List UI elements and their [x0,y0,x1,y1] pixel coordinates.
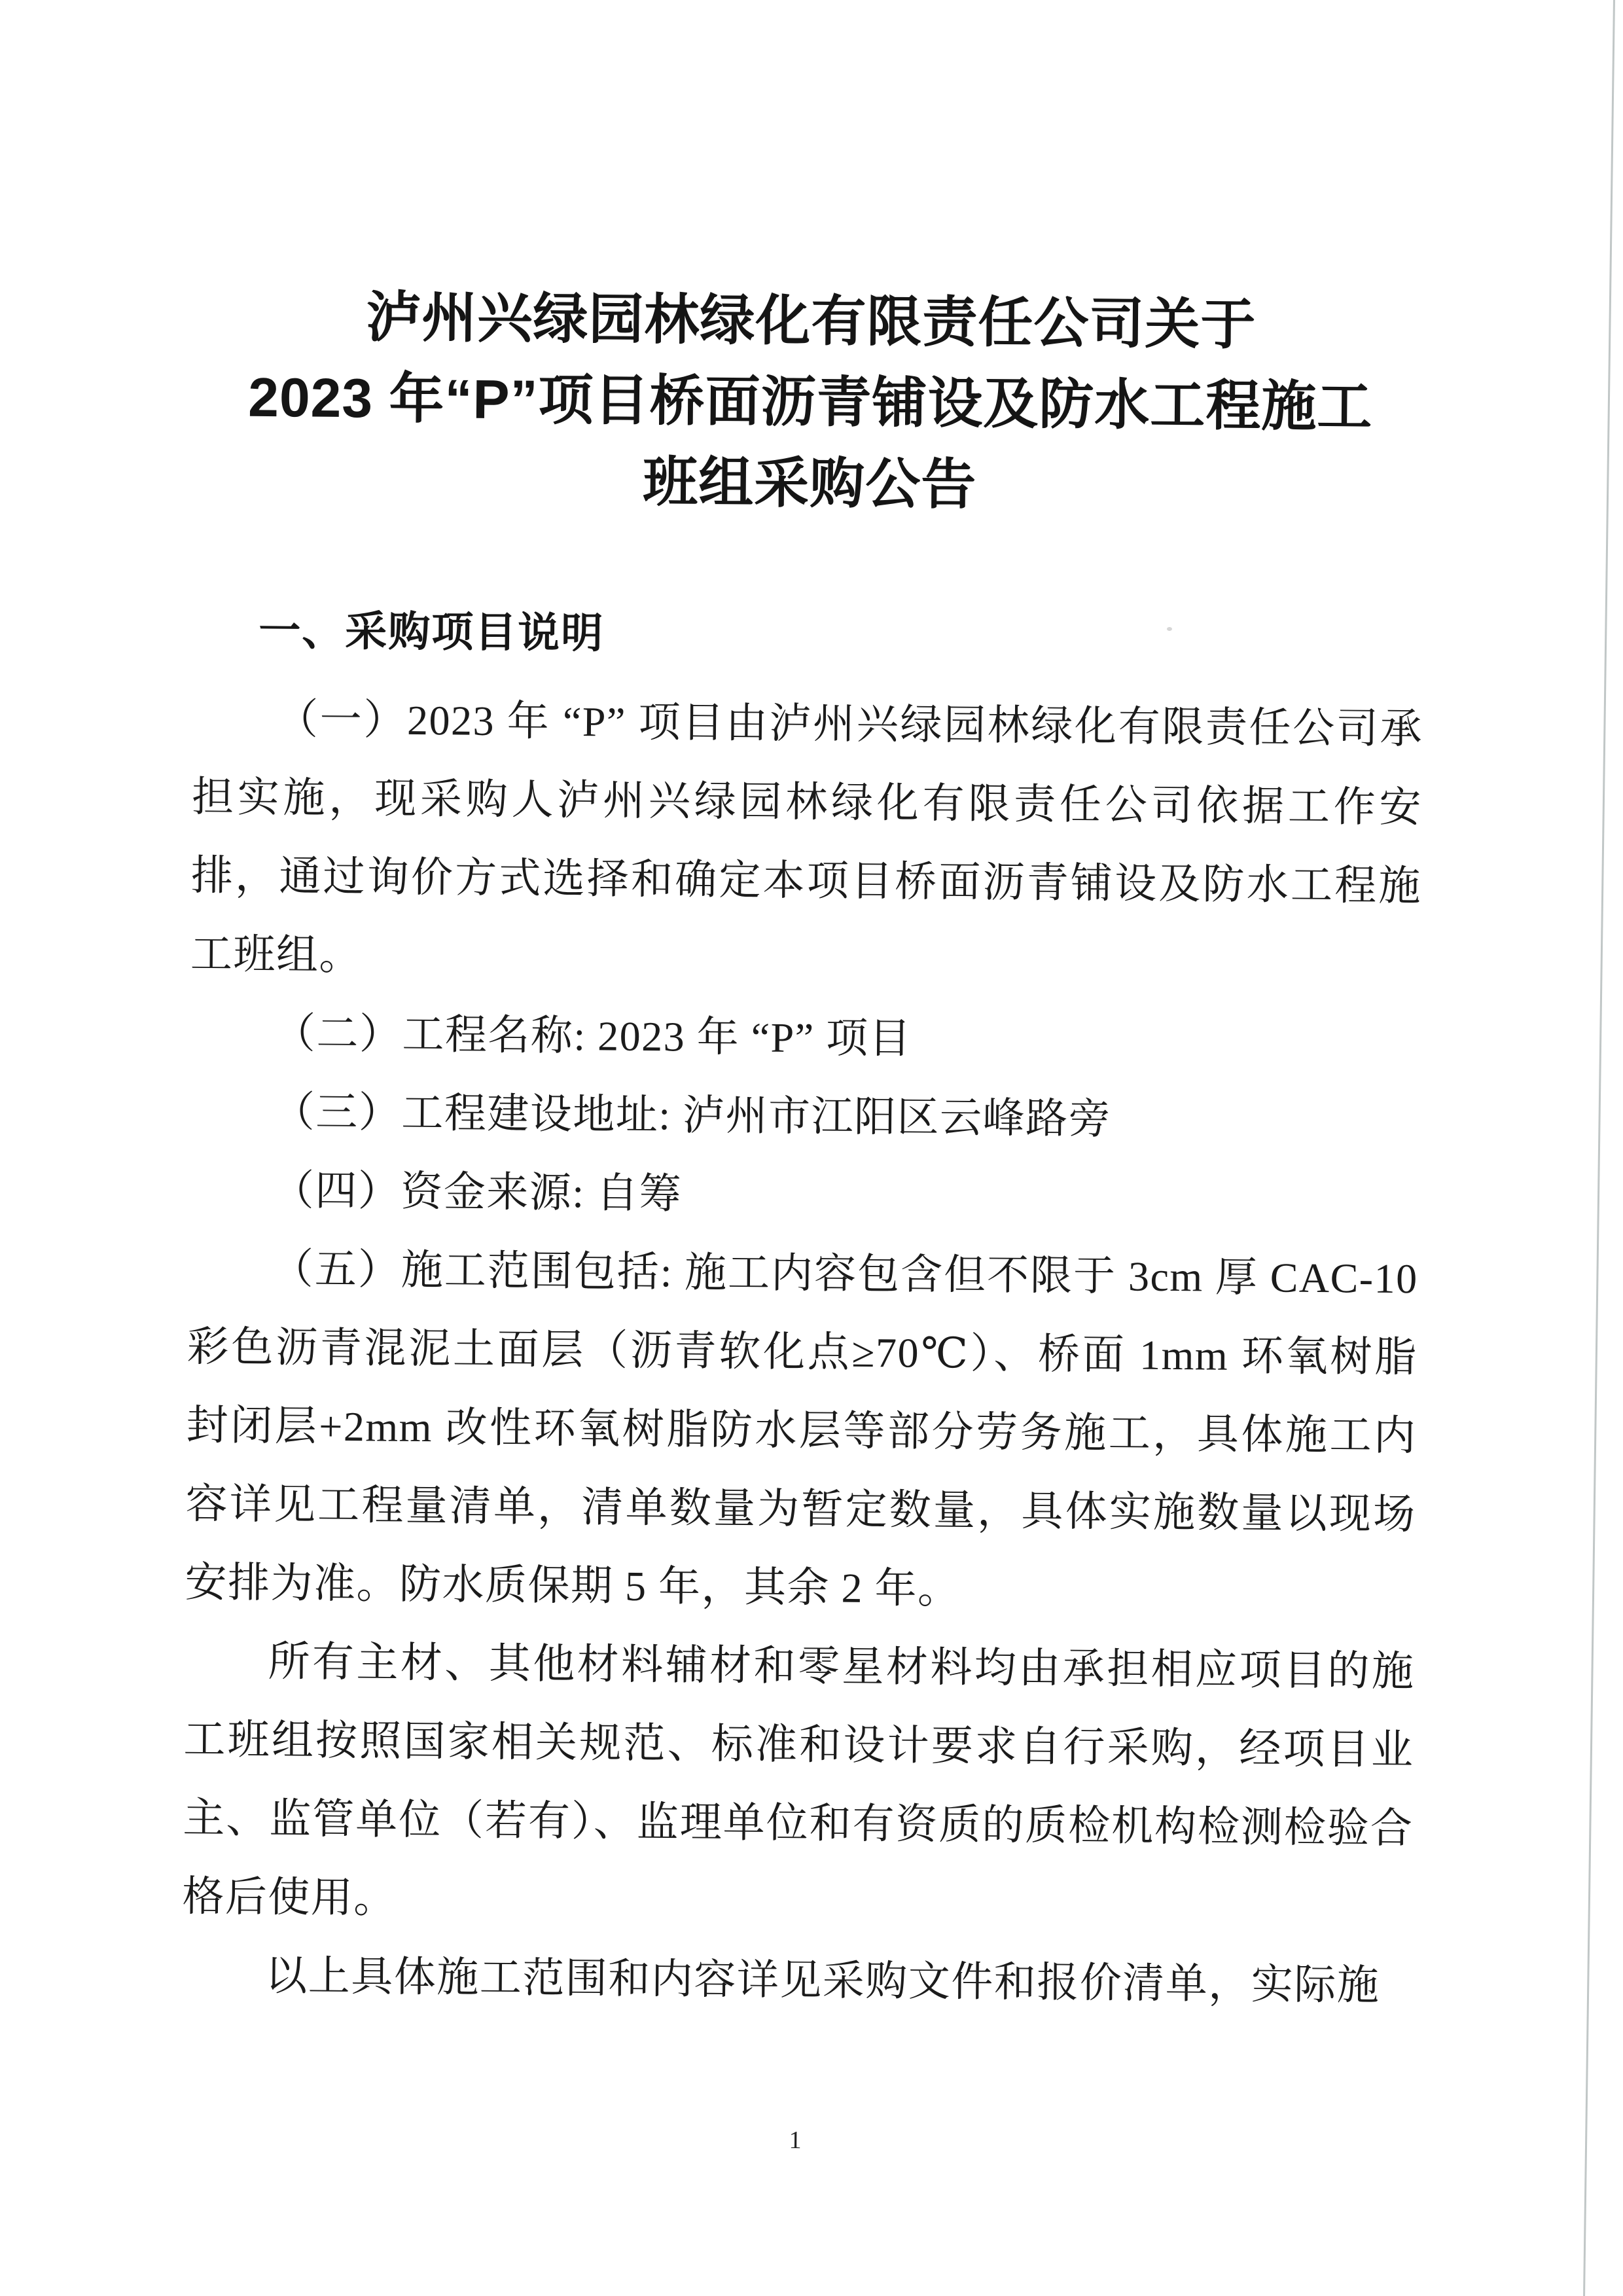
scan-edge-line-artifact [1583,0,1615,2296]
paragraph-5: （五）施工范围包括: 施工内容包含但不限于 3cm 厚 CAC-10 彩色沥青混泥土面层（沥青软化点≥70℃）、桥面 1mm 环氧树脂封闭层+2mm 改性环氧树脂防水层等部分劳务施工，具体施工内容详见工程量清单，清单数量为暂定数量，具体实施数量以现场安排为准。防水质保期 5 年，其余 2 年。 [185,1246,1418,1613]
page-number: 1 [789,2126,802,2155]
paragraph-1: （一）2023 年 “P” 项目由泸州兴绿园林绿化有限责任公司承担实施，现采购人泸州兴绿园林绿化有限责任公司依据工作安排，通过询价方式选择和确定本项目桥面沥青铺设及防水工程施工班组。 [190,696,1423,979]
paragraph-7: 以上具体施工范围和内容详见采购文件和报价清单，实际施 [265,1952,1380,2009]
title-line-1: 泸州兴绿园林绿化有限责任公司关于 [366,286,1257,356]
scan-dot-artifact [1167,627,1172,631]
paragraph-2: （二）工程名称: 2023 年 “P” 项目 [273,1010,912,1062]
scanned-content [181,275,1427,2155]
document-title [194,275,1427,529]
title-line-3: 班组采购公告 [642,450,977,516]
section-heading: 一、采购项目说明 [258,606,605,657]
title-line-2: 2023 年“P”项目桥面沥青铺设及防水工程施工 [247,366,1373,438]
paragraph-6: 所有主材、其他材料辅材和零星材料均由承担相应项目的施工班组按照国家相关规范、标准和设计要求自行采购，经项目业主、监管单位（若有）、监理单位和有资质的质检机构检测检验合格后使用。 [182,1638,1415,1922]
body-text [181,679,1423,2025]
paragraph-3: （三）工程建设地址: 泸州市江阳区云峰路旁 [272,1088,1112,1143]
paragraph-4: （四）资金来源: 自筹 [272,1167,683,1217]
